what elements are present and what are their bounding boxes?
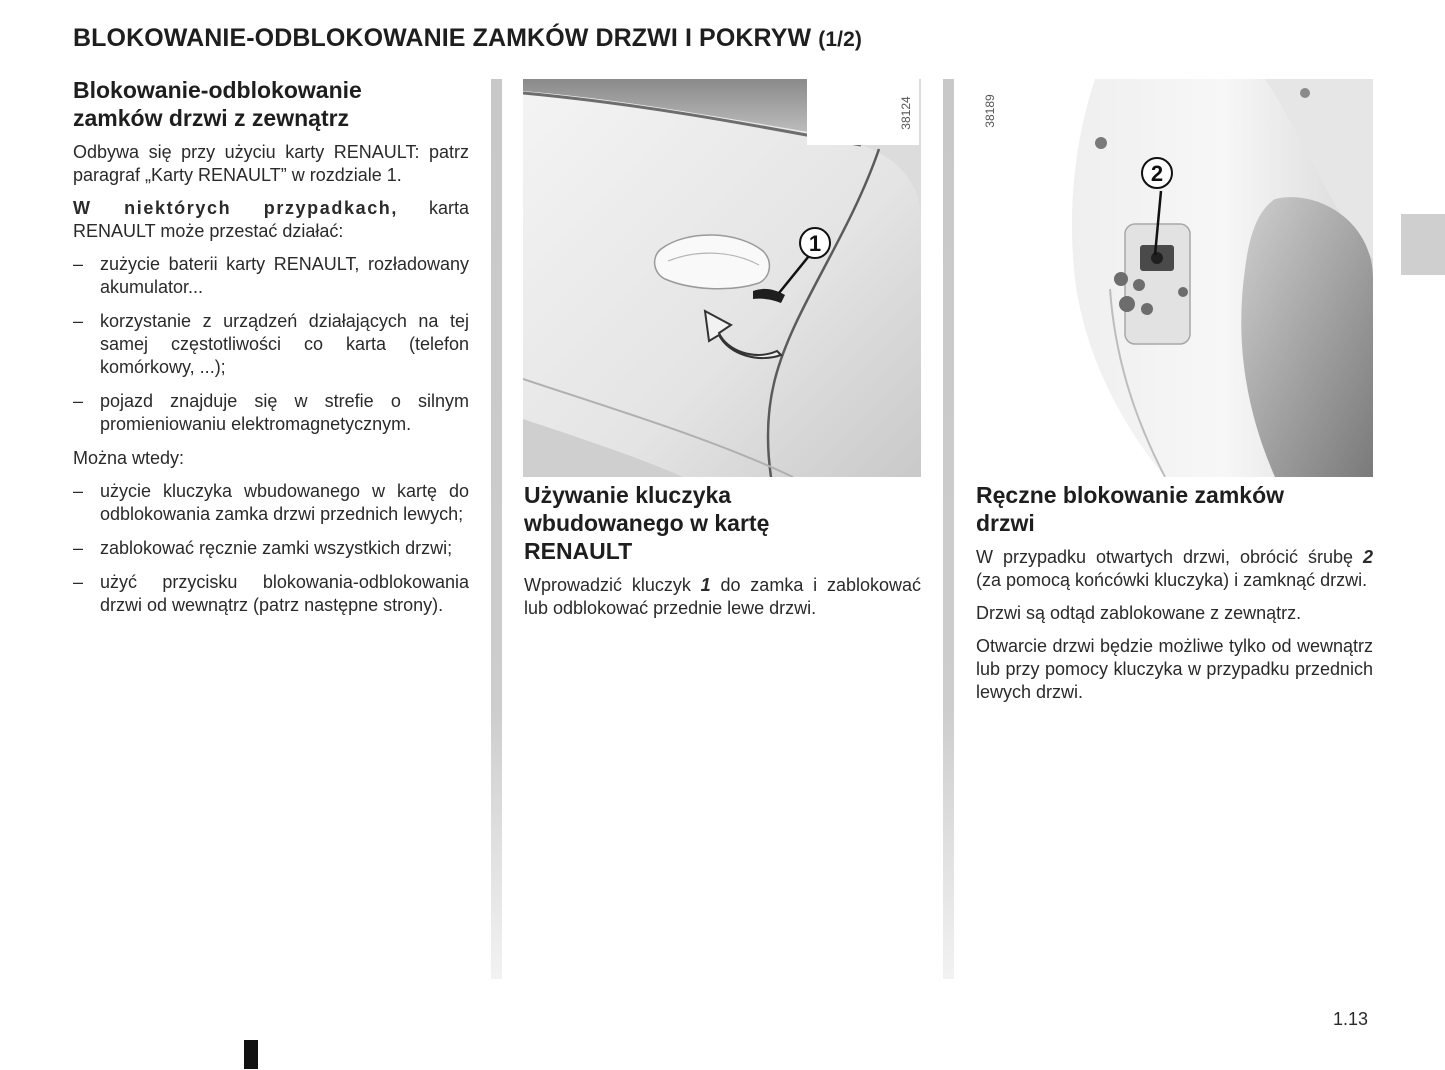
page-number: 1.13 (1333, 1009, 1369, 1029)
left-heading-line2: zamków drzwi z zewnątrz (73, 105, 350, 131)
middle-key-ref: 1 (700, 575, 711, 595)
dash-mark: – (73, 538, 84, 558)
right-heading-line2: drzwi (976, 510, 1035, 536)
list-item (73, 571, 469, 617)
actions-list (73, 480, 469, 617)
list-item (73, 537, 469, 560)
right-p1-after: (za pomocą końcówki kluczyka) i zamknąć drzwi. (976, 570, 1368, 590)
figure-id: 38189 (983, 94, 997, 128)
intro-paragraph: Odbywa się przy użyciu karty RENAULT: patrz paragraf „Karty RENAULT” w rozdziale 1. (73, 142, 469, 185)
left-heading (73, 76, 469, 132)
door-handle-photo (523, 79, 921, 477)
page-title-main: BLOKOWANIE-ODBLOKOWANIE ZAMKÓW DRZWI I POKRYW (73, 24, 812, 52)
list-item-text: użycie kluczyka wbudowanego w kartę do odblokowania zamka drzwi przednich lewych; (100, 481, 469, 524)
page-title (73, 24, 862, 53)
door-interior (1241, 197, 1373, 477)
right-paragraph-3: Otwarcie drzwi będzie możliwe tylko od wewnątrz lub przy pomocy kluczyka w przypadku przednich lewych drzwi. (976, 636, 1373, 702)
dash-mark: – (73, 254, 84, 274)
middle-heading (524, 481, 921, 565)
note-bold: W niektórych przypadkach, (73, 198, 398, 218)
right-p1-before: W przypadku otwartych drzwi, obrócić śrubę (976, 547, 1363, 567)
door-lock-illustration (975, 79, 1373, 477)
dash-mark: – (73, 311, 84, 331)
middle-heading-line2: wbudowanego w kartę (524, 510, 770, 536)
list-item (73, 480, 469, 526)
door-handle-illustration (523, 79, 921, 477)
list-item-text: zużycie baterii karty RENAULT, rozładowany akumulator... (100, 254, 469, 297)
column-divider (491, 79, 502, 979)
list-item (73, 253, 469, 299)
right-column (976, 481, 1373, 714)
right-heading-line1: Ręczne blokowanie zamków (976, 482, 1285, 508)
right-paragraph-1 (976, 546, 1373, 592)
middle-column (524, 481, 921, 630)
door-lock-photo (975, 79, 1373, 477)
left-heading-line1: Blokowanie-odblokowanie (73, 77, 362, 103)
middle-text-after: do zamka i zablokować lub odblokować przednie lewe drzwi. (524, 575, 921, 618)
right-key-ref: 2 (1362, 547, 1373, 567)
right-heading (976, 481, 1373, 537)
right-paragraph-2: Drzwi są odtąd zablokowane z zewnątrz. (976, 603, 1302, 623)
list-item (73, 310, 469, 379)
callout-2-label: 2 (1150, 161, 1164, 186)
note-rest: karta RENAULT może przestać działać: (73, 198, 469, 241)
middle-heading-line3: RENAULT (524, 538, 633, 564)
chapter-tab (1401, 214, 1445, 275)
note-paragraph (73, 197, 469, 243)
column-divider (943, 79, 954, 979)
callout-1-label: 1 (808, 231, 822, 256)
middle-text-before: Wprowadzić kluczyk (524, 575, 701, 595)
then-label: Można wtedy: (73, 448, 185, 468)
list-item-text: pojazd znajduje się w strefie o silnym promieniowaniu elektromagnetycznym. (100, 391, 469, 434)
causes-list (73, 253, 469, 436)
list-item-text: zablokować ręcznie zamki wszystkich drzwi; (100, 538, 453, 558)
print-mark (244, 1040, 258, 1069)
dash-mark: – (73, 572, 84, 592)
middle-paragraph (524, 574, 921, 620)
figure-id: 38124 (899, 96, 913, 130)
dash-mark: – (73, 481, 84, 501)
list-item (73, 390, 469, 436)
list-item-text: korzystanie z urządzeń działających na tej samej częstotliwości co karta (telefon komórkowy, ...); (100, 311, 469, 377)
page-title-suffix: (1/2) (818, 28, 862, 51)
left-column (73, 76, 469, 628)
middle-heading-line1: Używanie kluczyka (524, 482, 732, 508)
list-item-text: użyć przycisku blokowania-odblokowania drzwi od wewnątrz (patrz następne strony). (100, 572, 469, 615)
dash-mark: – (73, 391, 84, 411)
